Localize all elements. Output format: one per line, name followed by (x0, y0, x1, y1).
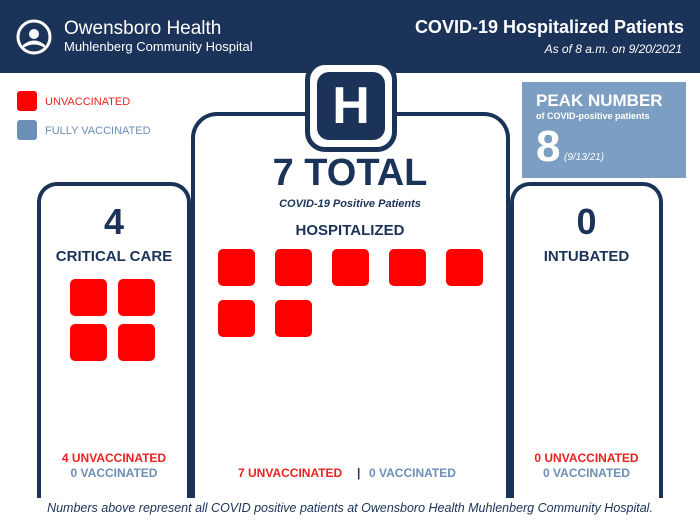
intubated-unvaccinated: 0 UNVACCINATED (534, 451, 639, 465)
hospitalized-vaccinated: 0 VACCINATED (369, 466, 456, 480)
unvaccinated-patient-square (70, 324, 107, 361)
owensboro-health-logo-icon (16, 19, 52, 55)
legend-unvaccinated-swatch (17, 91, 37, 111)
unvaccinated-patient-square (275, 300, 312, 337)
critical-care-vaccinated: 0 VACCINATED (70, 466, 158, 480)
critical-care-label: CRITICAL CARE (55, 248, 173, 265)
org-subtitle: Muhlenberg Community Hospital (64, 39, 253, 54)
unvaccinated-patient-square (446, 249, 483, 286)
hospital-badge (305, 60, 397, 152)
intubated-label: INTUBATED (543, 248, 630, 265)
legend-vaccinated-swatch (17, 120, 37, 140)
hospitalized-subtitle: COVID-19 Positive Patients (279, 198, 421, 210)
peak-number-box (522, 82, 686, 178)
peak-subtitle: of COVID-positive patients (536, 111, 650, 121)
unvaccinated-patient-square (218, 249, 255, 286)
intubated-count: 0 (576, 201, 597, 242)
critical-care-count: 4 (103, 201, 125, 242)
hospitalized-separator: | (357, 466, 361, 480)
unvaccinated-patient-square (218, 300, 255, 337)
unvaccinated-patient-square (275, 249, 312, 286)
hospitalized-label: HOSPITALIZED (295, 222, 405, 239)
legend-unvaccinated-label: UNVACCINATED (45, 96, 131, 108)
footer-note: Numbers above represent all COVID positive patients at Owensboro Health Muhlenberg Community Hospital. (47, 501, 653, 515)
hospital-h-icon: H (317, 72, 385, 140)
unvaccinated-patient-square (332, 249, 369, 286)
peak-value: 8 (536, 122, 561, 171)
unvaccinated-patient-square (70, 279, 107, 316)
hospitalized-total: 7 TOTAL (272, 152, 428, 194)
intubated-vaccinated: 0 VACCINATED (543, 466, 630, 480)
unvaccinated-patient-square (118, 279, 155, 316)
critical-care-unvaccinated: 4 UNVACCINATED (61, 451, 167, 465)
org-name: Owensboro Health (64, 18, 222, 39)
report-date: As of 8 a.m. on 9/20/2021 (544, 42, 682, 56)
unvaccinated-patient-square (118, 324, 155, 361)
report-title: COVID-19 Hospitalized Patients (414, 17, 684, 37)
unvaccinated-patient-square (389, 249, 426, 286)
hospitalized-unvaccinated: 7 UNVACCINATED (238, 466, 343, 480)
peak-date: (9/13/21) (564, 152, 605, 163)
peak-title: PEAK NUMBER (536, 91, 663, 110)
legend-vaccinated-label: FULLY VACCINATED (45, 125, 151, 137)
